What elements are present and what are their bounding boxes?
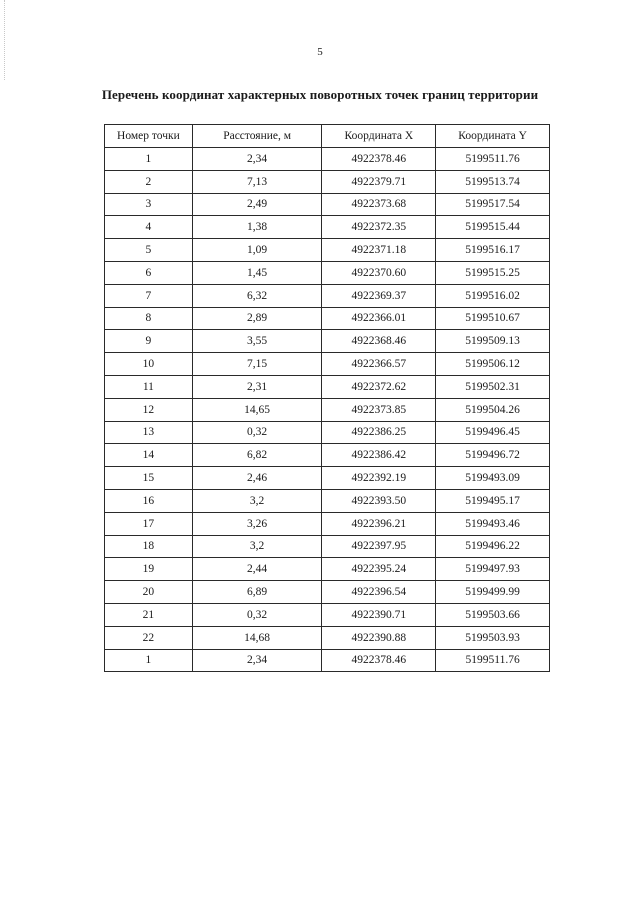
cell-point-number: 8 — [105, 307, 193, 330]
cell-coordinate-x: 4922370.60 — [322, 261, 436, 284]
cell-coordinate-x: 4922378.46 — [322, 148, 436, 171]
table-row — [105, 353, 550, 376]
cell-coordinate-x: 4922379.71 — [322, 170, 436, 193]
table-body — [105, 148, 550, 672]
cell-distance: 2,89 — [192, 307, 322, 330]
cell-distance: 3,55 — [192, 330, 322, 353]
cell-coordinate-x: 4922369.37 — [322, 284, 436, 307]
cell-distance: 1,45 — [192, 261, 322, 284]
cell-point-number: 19 — [105, 558, 193, 581]
cell-distance: 0,32 — [192, 603, 322, 626]
cell-coordinate-x: 4922396.54 — [322, 581, 436, 604]
cell-distance: 2,31 — [192, 375, 322, 398]
cell-coordinate-x: 4922386.42 — [322, 444, 436, 467]
cell-coordinate-y: 5199503.66 — [436, 603, 550, 626]
table-row — [105, 148, 550, 171]
cell-point-number: 9 — [105, 330, 193, 353]
cell-distance: 2,44 — [192, 558, 322, 581]
cell-coordinate-x: 4922378.46 — [322, 649, 436, 672]
cell-coordinate-x: 4922390.88 — [322, 626, 436, 649]
cell-distance: 6,32 — [192, 284, 322, 307]
cell-distance: 1,38 — [192, 216, 322, 239]
cell-coordinate-y: 5199504.26 — [436, 398, 550, 421]
coordinates-table — [104, 124, 550, 672]
cell-point-number: 22 — [105, 626, 193, 649]
table-row — [105, 284, 550, 307]
cell-distance: 6,82 — [192, 444, 322, 467]
cell-coordinate-x: 4922386.25 — [322, 421, 436, 444]
cell-coordinate-x: 4922368.46 — [322, 330, 436, 353]
cell-coordinate-y: 5199509.13 — [436, 330, 550, 353]
cell-point-number: 11 — [105, 375, 193, 398]
cell-coordinate-y: 5199495.17 — [436, 489, 550, 512]
table-row — [105, 421, 550, 444]
cell-coordinate-y: 5199499.99 — [436, 581, 550, 604]
table-row — [105, 193, 550, 216]
cell-coordinate-x: 4922366.57 — [322, 353, 436, 376]
table-row — [105, 216, 550, 239]
table-row — [105, 581, 550, 604]
table-row — [105, 307, 550, 330]
table-row — [105, 512, 550, 535]
cell-point-number: 10 — [105, 353, 193, 376]
cell-coordinate-y: 5199493.09 — [436, 467, 550, 490]
cell-coordinate-y: 5199506.12 — [436, 353, 550, 376]
cell-point-number: 21 — [105, 603, 193, 626]
cell-coordinate-y: 5199511.76 — [436, 148, 550, 171]
cell-coordinate-x: 4922371.18 — [322, 239, 436, 262]
cell-coordinate-y: 5199502.31 — [436, 375, 550, 398]
cell-distance: 6,89 — [192, 581, 322, 604]
cell-point-number: 12 — [105, 398, 193, 421]
cell-distance: 2,49 — [192, 193, 322, 216]
cell-distance: 14,68 — [192, 626, 322, 649]
cell-distance: 14,65 — [192, 398, 322, 421]
cell-coordinate-x: 4922373.85 — [322, 398, 436, 421]
cell-point-number: 7 — [105, 284, 193, 307]
table-header-row — [105, 125, 550, 148]
cell-coordinate-x: 4922373.68 — [322, 193, 436, 216]
cell-coordinate-y: 5199493.46 — [436, 512, 550, 535]
cell-distance: 0,32 — [192, 421, 322, 444]
table-row — [105, 558, 550, 581]
cell-coordinate-x: 4922392.19 — [322, 467, 436, 490]
table-row — [105, 535, 550, 558]
header-coordinate-y: Координата Y — [436, 125, 550, 148]
table-row — [105, 261, 550, 284]
cell-coordinate-y: 5199511.76 — [436, 649, 550, 672]
cell-point-number: 6 — [105, 261, 193, 284]
cell-point-number: 4 — [105, 216, 193, 239]
header-coordinate-x: Координата X — [322, 125, 436, 148]
table-row — [105, 489, 550, 512]
cell-coordinate-y: 5199515.25 — [436, 261, 550, 284]
cell-point-number: 15 — [105, 467, 193, 490]
cell-distance: 2,46 — [192, 467, 322, 490]
table-row — [105, 375, 550, 398]
cell-coordinate-y: 5199513.74 — [436, 170, 550, 193]
cell-coordinate-y: 5199516.17 — [436, 239, 550, 262]
cell-distance: 2,34 — [192, 649, 322, 672]
cell-coordinate-y: 5199515.44 — [436, 216, 550, 239]
cell-distance: 2,34 — [192, 148, 322, 171]
header-point-number: Номер точки — [105, 125, 193, 148]
page-number: 5 — [317, 46, 323, 58]
cell-coordinate-x: 4922372.62 — [322, 375, 436, 398]
cell-coordinate-x: 4922397.95 — [322, 535, 436, 558]
cell-distance: 3,2 — [192, 535, 322, 558]
table-row — [105, 626, 550, 649]
table-row — [105, 649, 550, 672]
cell-coordinate-y: 5199496.45 — [436, 421, 550, 444]
cell-point-number: 1 — [105, 148, 193, 171]
cell-coordinate-y: 5199510.67 — [436, 307, 550, 330]
table-row — [105, 467, 550, 490]
cell-point-number: 2 — [105, 170, 193, 193]
table-row — [105, 398, 550, 421]
cell-coordinate-y: 5199516.02 — [436, 284, 550, 307]
cell-point-number: 17 — [105, 512, 193, 535]
document-title: Перечень координат характерных поворотных точек границ территории — [101, 87, 539, 102]
cell-distance: 3,2 — [192, 489, 322, 512]
cell-coordinate-y: 5199496.22 — [436, 535, 550, 558]
cell-point-number: 5 — [105, 239, 193, 262]
cell-point-number: 20 — [105, 581, 193, 604]
table-row — [105, 603, 550, 626]
cell-coordinate-y: 5199497.93 — [436, 558, 550, 581]
margin-mark — [4, 0, 6, 80]
cell-coordinate-x: 4922372.35 — [322, 216, 436, 239]
cell-point-number: 16 — [105, 489, 193, 512]
cell-coordinate-x: 4922366.01 — [322, 307, 436, 330]
cell-coordinate-x: 4922396.21 — [322, 512, 436, 535]
cell-point-number: 18 — [105, 535, 193, 558]
cell-coordinate-y: 5199496.72 — [436, 444, 550, 467]
cell-point-number: 3 — [105, 193, 193, 216]
cell-distance: 7,13 — [192, 170, 322, 193]
table-row — [105, 330, 550, 353]
cell-point-number: 13 — [105, 421, 193, 444]
cell-coordinate-x: 4922390.71 — [322, 603, 436, 626]
cell-distance: 3,26 — [192, 512, 322, 535]
cell-point-number: 1 — [105, 649, 193, 672]
cell-point-number: 14 — [105, 444, 193, 467]
header-distance: Расстояние, м — [192, 125, 322, 148]
cell-distance: 7,15 — [192, 353, 322, 376]
table-row — [105, 170, 550, 193]
cell-coordinate-x: 4922393.50 — [322, 489, 436, 512]
table-row — [105, 444, 550, 467]
cell-coordinate-y: 5199503.93 — [436, 626, 550, 649]
table-row — [105, 239, 550, 262]
cell-coordinate-y: 5199517.54 — [436, 193, 550, 216]
cell-distance: 1,09 — [192, 239, 322, 262]
cell-coordinate-x: 4922395.24 — [322, 558, 436, 581]
